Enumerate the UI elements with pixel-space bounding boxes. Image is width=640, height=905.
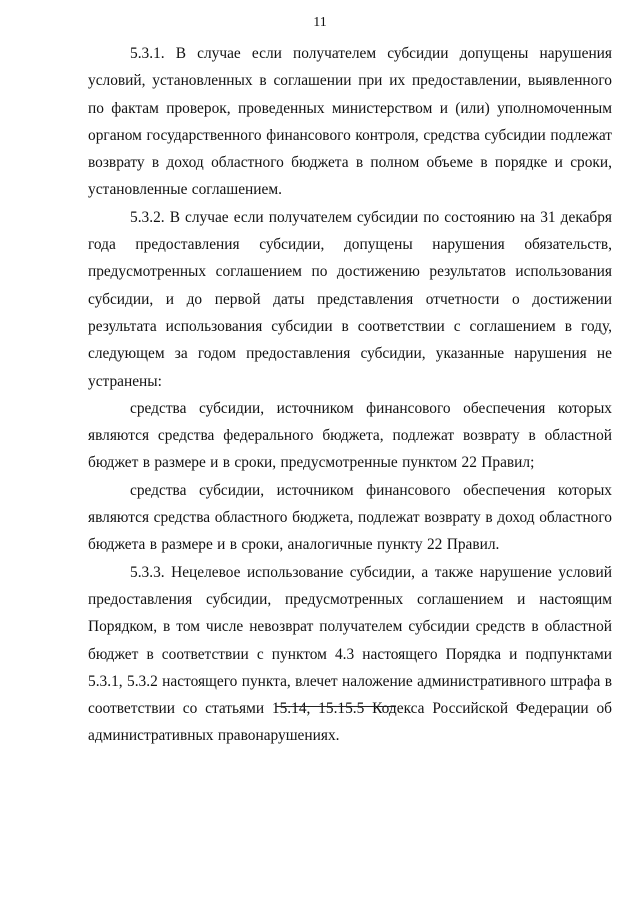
- paragraph-5-3-3: 5.3.3. Нецелевое использование субсидии, а также нарушение условий предоставления субсидии, предусмотренных соглашением и настоящим Порядком, в том числе невозврат получателем субсидии средств в областной бюджет в соответствии с пунктом 4.3 настоящего Порядка и подпунктами 5.3.1, 5.3.2 настоящего пункта, влечет наложение административного штрафа в соответствии со статьями 15.14, 15.15.5 Кодекса Российской Федерации об административных правонарушениях.: [88, 563, 612, 745]
- end-divider: [276, 706, 396, 707]
- paragraph-5-3-1: 5.3.1. В случае если получателем субсидии допущены нарушения условий, установленных в соглашении при их предоставлении, выявленного по фактам проверок, проведенных министерством и (или) уполномоченным органом государственного финансового контроля, средства субсидии подлежат возврату в доход областного бюджета в полном объеме в порядке и сроки, установленные соглашением.: [88, 45, 612, 199]
- paragraph-regional-budget-funds: средства субсидии, источником финансового обеспечения которых являются средства областного бюджета, подлежат возврату в доход областного бюджета в размере и в сроки, аналогичные пункту 22 Правил.: [88, 481, 612, 554]
- paragraph-5-3-2: 5.3.2. В случае если получателем субсидии по состоянию на 31 декабря года предоставления субсидии, допущены нарушения обязательств, предусмотренных соглашением по достижению результатов использования субсидии, и до первой даты представления отчетности о достижении результата использования субсидии в соответствии с соглашением в году, следующем за годом предоставления субсидии, указанные нарушения не устранены:: [88, 208, 612, 390]
- paragraph-federal-budget-funds: средства субсидии, источником финансового обеспечения которых являются средства федерального бюджета, подлежат возврату в областной бюджет в размере и в сроки, предусмотренные пунктом 22 Правил;: [88, 399, 612, 472]
- document-body: [88, 40, 612, 750]
- page-number: 11: [313, 15, 327, 30]
